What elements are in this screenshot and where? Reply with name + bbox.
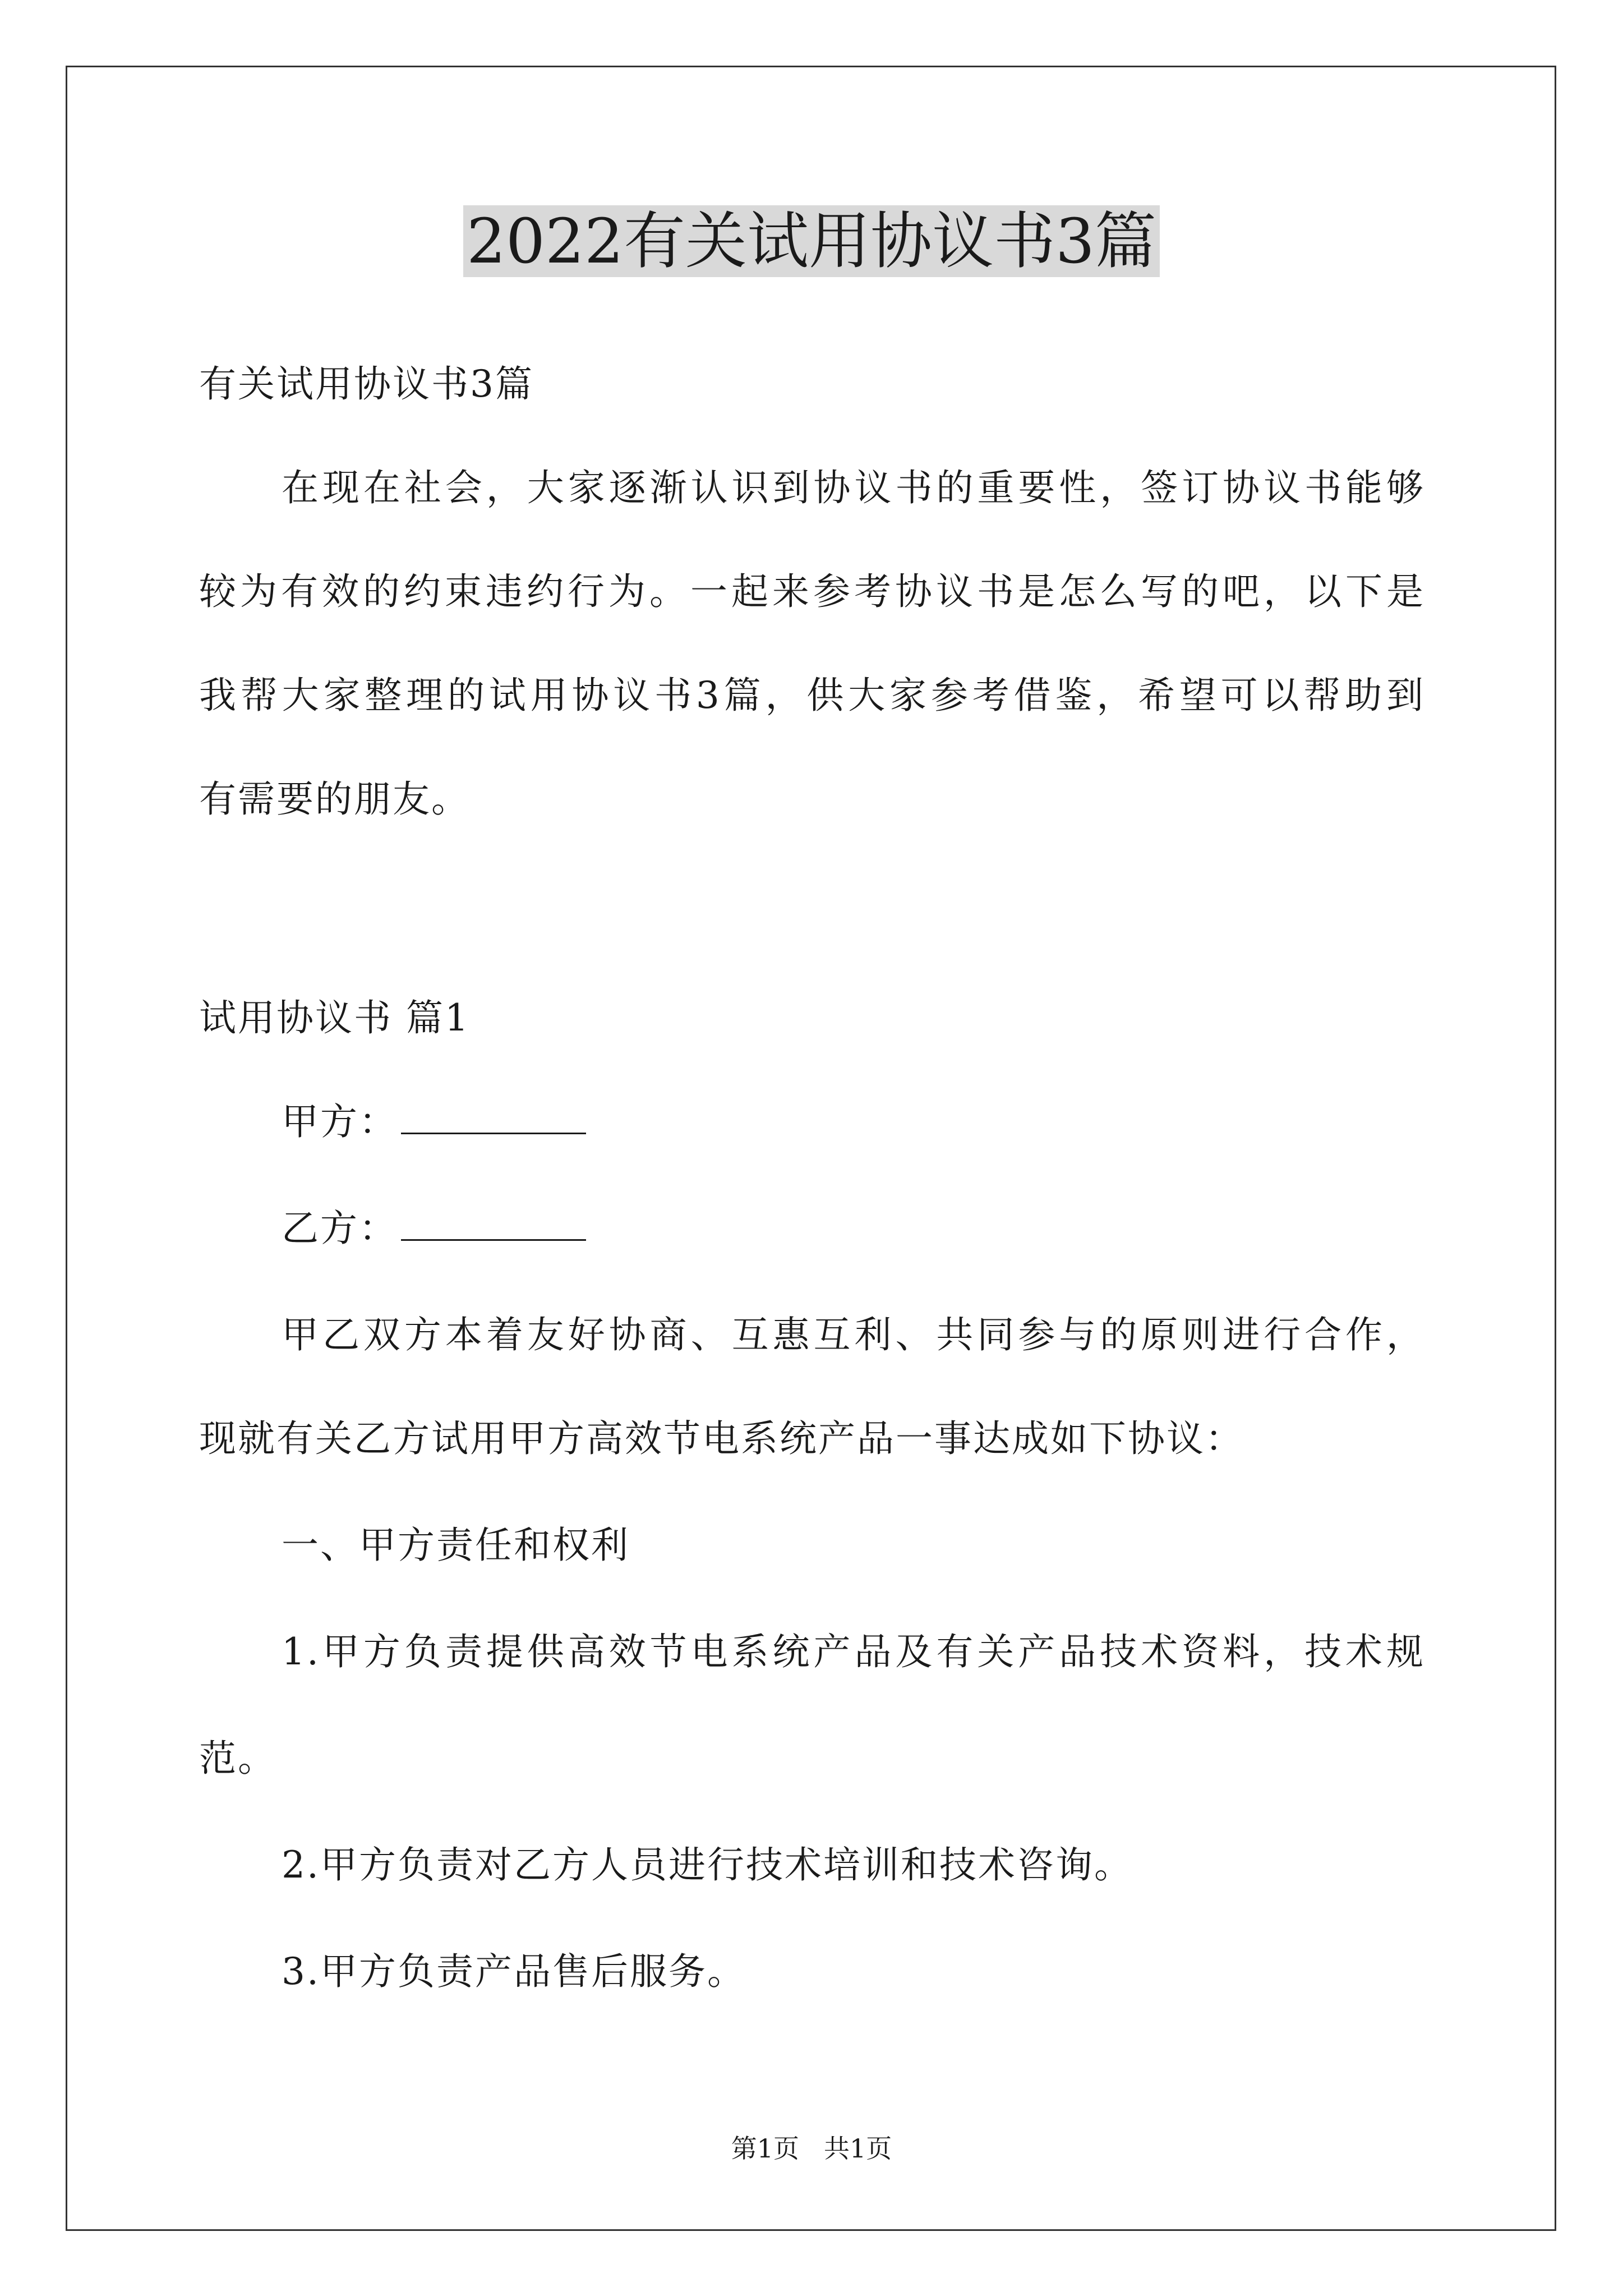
body-line-2: 现就有关乙方试用甲方高效节电系统产品一事达成如下协议： xyxy=(199,1417,1244,1460)
page-footer xyxy=(0,2132,1623,2165)
document-title xyxy=(0,202,1623,280)
body-line-3: 一、甲方责任和权利 xyxy=(282,1524,630,1567)
party-b-line xyxy=(282,1200,586,1257)
party-a-label: 甲方： xyxy=(282,1100,398,1143)
page-number: 第1页 xyxy=(731,2133,799,2164)
body-line-6: 2.甲方负责对乙方人员进行技术培训和技术咨询。 xyxy=(282,1843,1133,1887)
party-b-blank xyxy=(401,1208,586,1241)
body-line-5: 范。 xyxy=(199,1737,276,1780)
body-line-4: 1.甲方负责提供高效节电系统产品及有关产品技术资料，技术规 xyxy=(282,1630,1425,1673)
section-heading: 试用协议书 篇1 xyxy=(199,996,470,1039)
title-text: 2022有关试用协议书3篇 xyxy=(463,205,1160,277)
intro-line-3: 我帮大家整理的试用协议书3篇，供大家参考借鉴，希望可以帮助到 xyxy=(199,674,1425,717)
party-b-label: 乙方： xyxy=(282,1207,398,1250)
body-line-1: 甲乙双方本着友好协商、互惠互利、共同参与的原则进行合作， xyxy=(282,1313,1425,1356)
subtitle: 有关试用协议书3篇 xyxy=(199,362,534,406)
intro-line-4: 有需要的朋友。 xyxy=(199,777,470,821)
intro-line-1: 在现在社会，大家逐渐认识到协议书的重要性，签订协议书能够 xyxy=(282,466,1425,509)
body-line-7: 3.甲方负责产品售后服务。 xyxy=(282,1950,746,1993)
intro-line-2: 较为有效的约束违约行为。一起来参考协议书是怎么写的吧，以下是 xyxy=(199,570,1425,613)
page-total: 共1页 xyxy=(824,2133,892,2164)
party-a-blank xyxy=(401,1101,586,1134)
party-a-line xyxy=(282,1094,586,1150)
